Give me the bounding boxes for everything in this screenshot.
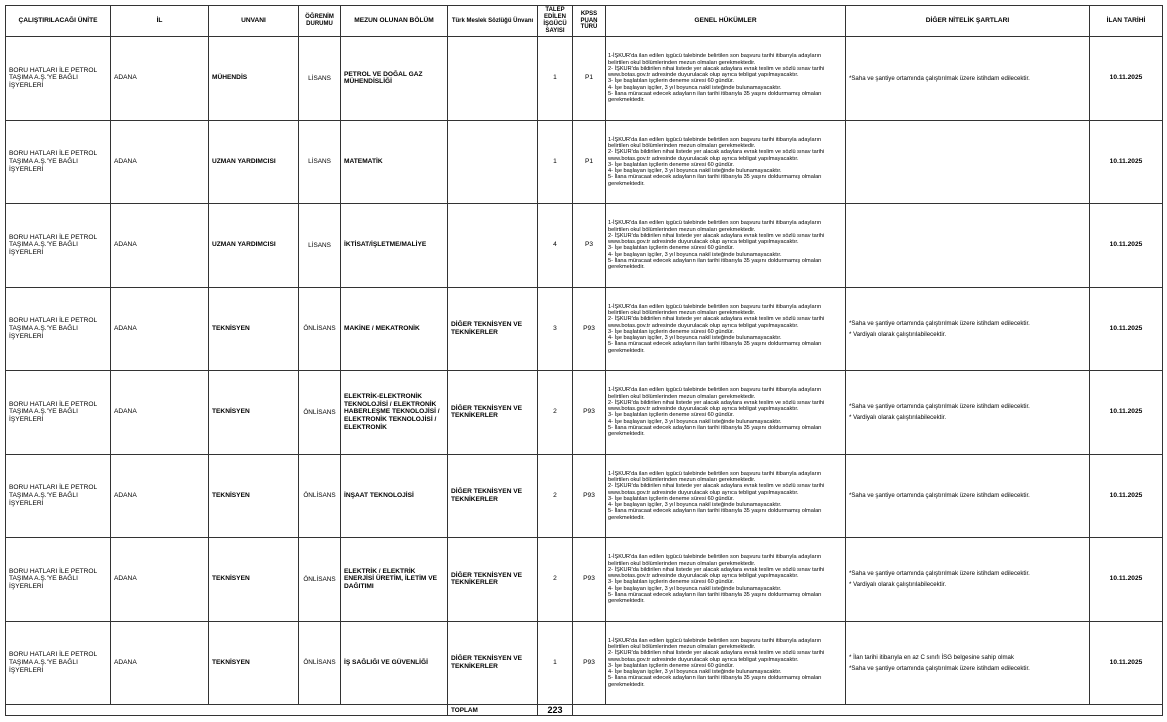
genel-hukum-item: 3- İşe başlatılan işçilerin deneme süresi 60 gündür. — [608, 662, 734, 669]
genel-hukum-item: 1-İŞKUR'da ilan edilen işgücü talebinde belirtilen son başvuru tarihi itibarıyla adayların belirtilen okul bölümlerinden mezun olmaları gerekmektedir. — [608, 470, 822, 483]
cell-ogrenim: LİSANS — [299, 37, 341, 121]
genel-hukum-item: 1-İŞKUR'da ilan edilen işgücü talebinde belirtilen son başvuru tarihi itibarıyla adayların belirtilen okul bölümlerinden mezun olmaları gerekmektedir. — [608, 53, 822, 66]
genel-hukum-item: 1-İŞKUR'da ilan edilen işgücü talebinde belirtilen son başvuru tarihi itibarıyla adayların belirtilen okul bölümlerinden mezun olmaları gerekmektedir. — [608, 303, 822, 316]
genel-hukum-item: 2- İŞKUR'da bildirilen nihai listede yer alacak adaylara evrak teslim ve sözlü sınav tarihi www.botas.gov.tr adresinde duyurulacak olup ayrıca tebligat yapılmayacaktır. — [608, 232, 825, 245]
genel-hukum-item: 5- İlana müracaat edecek adayların ilan tarihi itibarıyla 35 yaşını doldurmamış olmaları gerekmektedir. — [608, 591, 822, 604]
cell-bolum: ELEKTRİK-ELEKTRONİK TEKNOLOJİSİ / ELEKTRONİK HABERLEŞME TEKNOLOJİSİ / ELEKTRONİK TEKNOLOJİSİ / ELEKTRONİK — [341, 371, 448, 455]
nitelik-item: *Saha ve şantiye ortamında çalıştırılmak üzere istihdam edilecektir. — [849, 664, 1030, 672]
header-bolum: MEZUN OLUNAN BÖLÜM — [341, 6, 448, 37]
genel-hukum-item: 4- İşe başlayan işçiler, 3 yıl boyunca nakil isteğinde bulunamayacaktır. — [608, 669, 782, 675]
genel-hukum-item: 3- İşe başlatılan işçilerin deneme süresi 60 gündür. — [608, 78, 734, 85]
genel-hukum-item: 3- İşe başlatılan işçilerin deneme süresi 60 gündür. — [608, 412, 734, 419]
cell-il: ADANA — [111, 204, 209, 288]
cell-kpss: P3 — [573, 204, 606, 288]
genel-hukum-item: 2- İŞKUR'da bildirilen nihai listede yer alacak adaylara evrak teslim ve sözlü sınav tarihi www.botas.gov.tr adresinde duyurulacak olup ayrıca tebligat yapılmayacaktır. — [608, 399, 825, 412]
cell-talep: 2 — [538, 371, 573, 455]
cell-diger-nitelik — [846, 287, 1090, 371]
cell-ilan-tarihi: 10.11.2025 — [1090, 37, 1163, 121]
genel-hukum-item: 2- İŞKUR'da bildirilen nihai listede yer alacak adaylara evrak teslim ve sözlü sınav tarihi www.botas.gov.tr adresinde duyurulacak olup ayrıca tebligat yapılmayacaktır. — [608, 650, 825, 663]
cell-unvani: TEKNİSYEN — [209, 621, 299, 705]
header-ogrenim: ÖĞRENİM DURUMU — [299, 6, 341, 37]
genel-hukum-item: 1-İŞKUR'da ilan edilen işgücü talebinde belirtilen son başvuru tarihi itibarıyla adayların belirtilen okul bölümlerinden mezun olmaları gerekmektedir. — [608, 387, 822, 400]
table-row — [6, 454, 1163, 538]
cell-meslek: DİĞER TEKNİSYEN VE TEKNİKERLER — [448, 621, 538, 705]
table-row — [6, 621, 1163, 705]
genel-hukum-item: 3- İşe başlatılan işçilerin deneme süresi 60 gündür. — [608, 161, 734, 168]
genel-hukum-item: 5- İlana müracaat edecek adayların ilan tarihi itibarıyla 35 yaşını doldurmamış olmaları gerekmektedir. — [608, 257, 822, 270]
total-value: 223 — [538, 705, 573, 716]
genel-hukum-item: 4- İşe başlayan işçiler, 3 yıl boyunca nakil isteğinde bulunamayacaktır. — [608, 585, 782, 592]
total-spacer — [6, 705, 448, 716]
cell-ilan-tarihi: 10.11.2025 — [1090, 538, 1163, 622]
cell-kpss: P93 — [573, 621, 606, 705]
cell-unvani: MÜHENDİS — [209, 37, 299, 121]
genel-hukum-item: 5- İlana müracaat edecek adayların ilan tarihi itibarıyla 35 yaşını doldurmamış olmaları gerekmektedir. — [608, 424, 822, 437]
cell-talep: 1 — [538, 37, 573, 121]
cell-bolum: ELEKTRİK / ELEKTRİK ENERJİSİ ÜRETİM, İLETİM VE DAĞITIMI — [341, 538, 448, 622]
cell-il: ADANA — [111, 120, 209, 204]
genel-hukum-item: 3- İşe başlatılan işçilerin deneme süresi 60 gündür. — [608, 328, 734, 335]
cell-unvani: UZMAN YARDIMCISI — [209, 204, 299, 288]
table-row — [6, 371, 1163, 455]
cell-ogrenim: ÖNLİSANS — [299, 621, 341, 705]
nitelik-item: *Saha ve şantiye ortamında çalıştırılmak üzere istihdam edilecektir. — [849, 492, 1030, 500]
cell-unite: BORU HATLARI İLE PETROL TAŞIMA A.Ş.'YE BAĞLI İŞYERLERİ — [6, 37, 111, 121]
header-genel: GENEL HÜKÜMLER — [606, 6, 846, 37]
cell-unite: BORU HATLARI İLE PETROL TAŞIMA A.Ş.'YE BAĞLI İŞYERLERİ — [6, 454, 111, 538]
cell-ilan-tarihi: 10.11.2025 — [1090, 120, 1163, 204]
genel-hukum-item: 4- İşe başlayan işçiler, 3 yıl boyunca nakil isteğinde bulunamayacaktır. — [608, 502, 782, 508]
cell-diger-nitelik — [846, 120, 1090, 204]
cell-unite: BORU HATLARI İLE PETROL TAŞIMA A.Ş.'YE BAĞLI İŞYERLERİ — [6, 204, 111, 288]
genel-hukum-item: 1-İŞKUR'da ilan edilen işgücü talebinde belirtilen son başvuru tarihi itibarıyla adayların belirtilen okul bölümlerinden mezun olmaları gerekmektedir. — [608, 637, 822, 650]
table-row — [6, 287, 1163, 371]
header-il: İL — [111, 6, 209, 37]
cell-il: ADANA — [111, 538, 209, 622]
cell-il: ADANA — [111, 37, 209, 121]
genel-hukum-item: 1-İŞKUR'da ilan edilen işgücü talebinde belirtilen son başvuru tarihi itibarıyla adayların belirtilen okul bölümlerinden mezun olmaları gerekmektedir. — [608, 136, 822, 149]
cell-bolum: PETROL VE DOĞAL GAZ MÜHENDİSLİĞİ — [341, 37, 448, 121]
cell-ilan-tarihi: 10.11.2025 — [1090, 371, 1163, 455]
cell-genel-hukumler — [606, 204, 846, 288]
cell-ogrenim: ÖNLİSANS — [299, 287, 341, 371]
genel-hukum-item: 4- İşe başlayan işçiler, 3 yıl boyunca nakil isteğinde bulunamayacaktır. — [608, 84, 782, 91]
cell-diger-nitelik — [846, 621, 1090, 705]
header-unvani: UNVANI — [209, 6, 299, 37]
cell-meslek: DİĞER TEKNİSYEN VE TEKNİKERLER — [448, 287, 538, 371]
cell-ilan-tarihi: 10.11.2025 — [1090, 454, 1163, 538]
cell-meslek — [448, 120, 538, 204]
cell-unite: BORU HATLARI İLE PETROL TAŞIMA A.Ş.'YE BAĞLI İŞYERLERİ — [6, 371, 111, 455]
cell-il: ADANA — [111, 287, 209, 371]
cell-talep: 1 — [538, 120, 573, 204]
table-row — [6, 538, 1163, 622]
table-row — [6, 37, 1163, 121]
header-talep: TALEP EDİLEN İŞGÜCÜ SAYISI — [538, 6, 573, 37]
nitelik-item: * İlan tarihi itibarıyla en az C sınıfı İSG belgesine sahip olmak — [849, 653, 1014, 661]
job-listing-sheet — [5, 5, 1162, 716]
cell-unvani: UZMAN YARDIMCISI — [209, 120, 299, 204]
job-listing-table — [5, 5, 1163, 716]
header-tarih: İLAN TARİHİ — [1090, 6, 1163, 37]
cell-kpss: P1 — [573, 120, 606, 204]
cell-ogrenim: ÖNLİSANS — [299, 454, 341, 538]
nitelik-item: *Saha ve şantiye ortamında çalıştırılmak üzere istihdam edilecektir. — [849, 403, 1030, 411]
cell-meslek: DİĞER TEKNİSYEN VE TEKNİKERLER — [448, 538, 538, 622]
cell-il: ADANA — [111, 454, 209, 538]
genel-hukum-item: 5- İlana müracaat edecek adayların ilan tarihi itibarıyla 35 yaşını doldurmamış olmaları gerekmektedir. — [608, 675, 822, 688]
cell-bolum: MATEMATİK — [341, 120, 448, 204]
cell-diger-nitelik — [846, 204, 1090, 288]
genel-hukum-item: 4- İşe başlayan işçiler, 3 yıl boyunca nakil isteğinde bulunamayacaktır. — [608, 418, 782, 425]
cell-meslek: DİĞER TEKNİSYEN VE TEKNİKERLER — [448, 454, 538, 538]
cell-genel-hukumler — [606, 454, 846, 538]
genel-hukum-item: 2- İŞKUR'da bildirilen nihai listede yer alacak adaylara evrak teslim ve sözlü sınav tarihi www.botas.gov.tr adresinde duyurulacak olup ayrıca tebligat yapılmayacaktır. — [608, 149, 825, 162]
cell-bolum: İKTİSAT/İŞLETME/MALİYE — [341, 204, 448, 288]
header-unite: ÇALIŞTIRILACAĞI ÜNİTE — [6, 6, 111, 37]
nitelik-item: * Vardiyalı olarak çalıştırılabilecektir. — [849, 330, 947, 338]
cell-unite: BORU HATLARI İLE PETROL TAŞIMA A.Ş.'YE BAĞLI İŞYERLERİ — [6, 120, 111, 204]
total-label: TOPLAM — [448, 705, 538, 716]
genel-hukum-item: 3- İşe başlatılan işçilerin deneme süresi 60 gündür. — [608, 245, 734, 252]
cell-unvani: TEKNİSYEN — [209, 454, 299, 538]
genel-hukum-item: 5- İlana müracaat edecek adayların ilan tarihi itibarıyla 35 yaşını doldurmamış olmaları gerekmektedir. — [608, 508, 822, 521]
cell-unvani: TEKNİSYEN — [209, 371, 299, 455]
genel-hukum-item: 5- İlana müracaat edecek adayların ilan tarihi itibarıyla 35 yaşını doldurmamış olmaları gerekmektedir. — [608, 341, 822, 354]
cell-ogrenim: LİSANS — [299, 204, 341, 288]
cell-diger-nitelik — [846, 538, 1090, 622]
cell-genel-hukumler — [606, 287, 846, 371]
header-kpss: KPSS PUAN TÜRÜ — [573, 6, 606, 37]
cell-bolum: MAKİNE / MEKATRONİK — [341, 287, 448, 371]
cell-talep: 3 — [538, 287, 573, 371]
genel-hukum-item: 2- İŞKUR'da bildirilen nihai listede yer alacak adaylara evrak teslim ve sözlü sınav tarihi www.botas.gov.tr adresinde duyurulacak olup ayrıca tebligat yapılmayacaktır. — [608, 566, 825, 579]
cell-unite: BORU HATLARI İLE PETROL TAŞIMA A.Ş.'YE BAĞLI İŞYERLERİ — [6, 621, 111, 705]
header-diger: DİĞER NİTELİK ŞARTLARI — [846, 6, 1090, 37]
cell-meslek — [448, 37, 538, 121]
cell-unvani: TEKNİSYEN — [209, 287, 299, 371]
cell-ilan-tarihi: 10.11.2025 — [1090, 204, 1163, 288]
genel-hukum-item: 1-İŞKUR'da ilan edilen işgücü talebinde belirtilen son başvuru tarihi itibarıyla adayların belirtilen okul bölümlerinden mezun olmaları gerekmektedir. — [608, 554, 822, 567]
cell-genel-hukumler — [606, 621, 846, 705]
nitelik-item: *Saha ve şantiye ortamında çalıştırılmak üzere istihdam edilecektir. — [849, 319, 1030, 327]
cell-talep: 2 — [538, 538, 573, 622]
cell-unite: BORU HATLARI İLE PETROL TAŞIMA A.Ş.'YE BAĞLI İŞYERLERİ — [6, 287, 111, 371]
nitelik-item: *Saha ve şantiye ortamında çalıştırılmak üzere istihdam edilecektir. — [849, 570, 1030, 578]
cell-il: ADANA — [111, 371, 209, 455]
genel-hukum-item: 2- İŞKUR'da bildirilen nihai listede yer alacak adaylara evrak teslim ve sözlü sınav tarihi www.botas.gov.tr adresinde duyurulacak olup ayrıca tebligat yapılmayacaktır. — [608, 65, 825, 78]
cell-genel-hukumler — [606, 120, 846, 204]
cell-unvani: TEKNİSYEN — [209, 538, 299, 622]
nitelik-item: *Saha ve şantiye ortamında çalıştırılmak üzere istihdam edilecektir. — [849, 74, 1030, 82]
nitelik-item: * Vardiyalı olarak çalıştırılabilecektir. — [849, 414, 947, 422]
cell-ogrenim: ÖNLİSANS — [299, 371, 341, 455]
header-meslek: Türk Meslek Sözlüğü Ünvanı — [448, 6, 538, 37]
cell-bolum: İNŞAAT TEKNOLOJİSİ — [341, 454, 448, 538]
genel-hukum-item: 4- İşe başlayan işçiler, 3 yıl boyunca nakil isteğinde bulunamayacaktır. — [608, 251, 782, 258]
cell-ogrenim: ÖNLİSANS — [299, 538, 341, 622]
genel-hukum-item: 2- İŞKUR'da bildirilen nihai listede yer alacak adaylara evrak teslim ve sözlü sınav tarihi www.botas.gov.tr adresinde duyurulacak olup ayrıca tebligat yapılmayacaktır. — [608, 316, 825, 329]
cell-kpss: P93 — [573, 454, 606, 538]
cell-diger-nitelik — [846, 371, 1090, 455]
cell-kpss: P93 — [573, 371, 606, 455]
genel-hukum-item: 5- İlana müracaat edecek adayların ilan tarihi itibarıyla 35 yaşını doldurmamış olmaları gerekmektedir. — [608, 90, 822, 103]
total-spacer-right — [573, 705, 1163, 716]
cell-kpss: P93 — [573, 538, 606, 622]
cell-genel-hukumler — [606, 371, 846, 455]
cell-kpss: P1 — [573, 37, 606, 121]
table-row — [6, 204, 1163, 288]
cell-meslek: DİĞER TEKNİSYEN VE TEKNİKERLER — [448, 371, 538, 455]
cell-talep: 1 — [538, 621, 573, 705]
cell-talep: 4 — [538, 204, 573, 288]
cell-genel-hukumler — [606, 538, 846, 622]
total-row — [6, 705, 1163, 716]
cell-ilan-tarihi: 10.11.2025 — [1090, 621, 1163, 705]
genel-hukum-item: 3- İşe başlatılan işçilerin deneme süresi 60 gündür. — [608, 495, 734, 502]
cell-meslek — [448, 204, 538, 288]
nitelik-item: * Vardiyalı olarak çalıştırılabilecektir. — [849, 581, 947, 589]
genel-hukum-item: 1-İŞKUR'da ilan edilen işgücü talebinde belirtilen son başvuru tarihi itibarıyla adayların belirtilen okul bölümlerinden mezun olmaları gerekmektedir. — [608, 220, 822, 233]
genel-hukum-item: 3- İşe başlatılan işçilerin deneme süresi 60 gündür. — [608, 579, 734, 586]
cell-ogrenim: LİSANS — [299, 120, 341, 204]
genel-hukum-item: 5- İlana müracaat edecek adayların ilan tarihi itibarıyla 35 yaşını doldurmamış olmaları gerekmektedir. — [608, 174, 822, 187]
cell-il: ADANA — [111, 621, 209, 705]
header-row — [6, 6, 1163, 37]
cell-bolum: İŞ SAĞLIĞI VE GÜVENLİĞİ — [341, 621, 448, 705]
genel-hukum-item: 2- İŞKUR'da bildirilen nihai listede yer alacak adaylara evrak teslim ve sözlü sınav tarihi www.botas.gov.tr adresinde duyurulacak olup ayrıca tebligat yapılmayacaktır. — [608, 483, 825, 496]
genel-hukum-item: 4- İşe başlayan işçiler, 3 yıl boyunca nakil isteğinde bulunamayacaktır. — [608, 335, 782, 341]
cell-unite: BORU HATLARI İLE PETROL TAŞIMA A.Ş.'YE BAĞLI İŞYERLERİ — [6, 538, 111, 622]
cell-diger-nitelik — [846, 37, 1090, 121]
cell-kpss: P93 — [573, 287, 606, 371]
table-body — [6, 37, 1163, 705]
genel-hukum-item: 4- İşe başlayan işçiler, 3 yıl boyunca nakil isteğinde bulunamayacaktır. — [608, 168, 782, 174]
cell-genel-hukumler — [606, 37, 846, 121]
table-row — [6, 120, 1163, 204]
cell-ilan-tarihi: 10.11.2025 — [1090, 287, 1163, 371]
cell-talep: 2 — [538, 454, 573, 538]
cell-diger-nitelik — [846, 454, 1090, 538]
